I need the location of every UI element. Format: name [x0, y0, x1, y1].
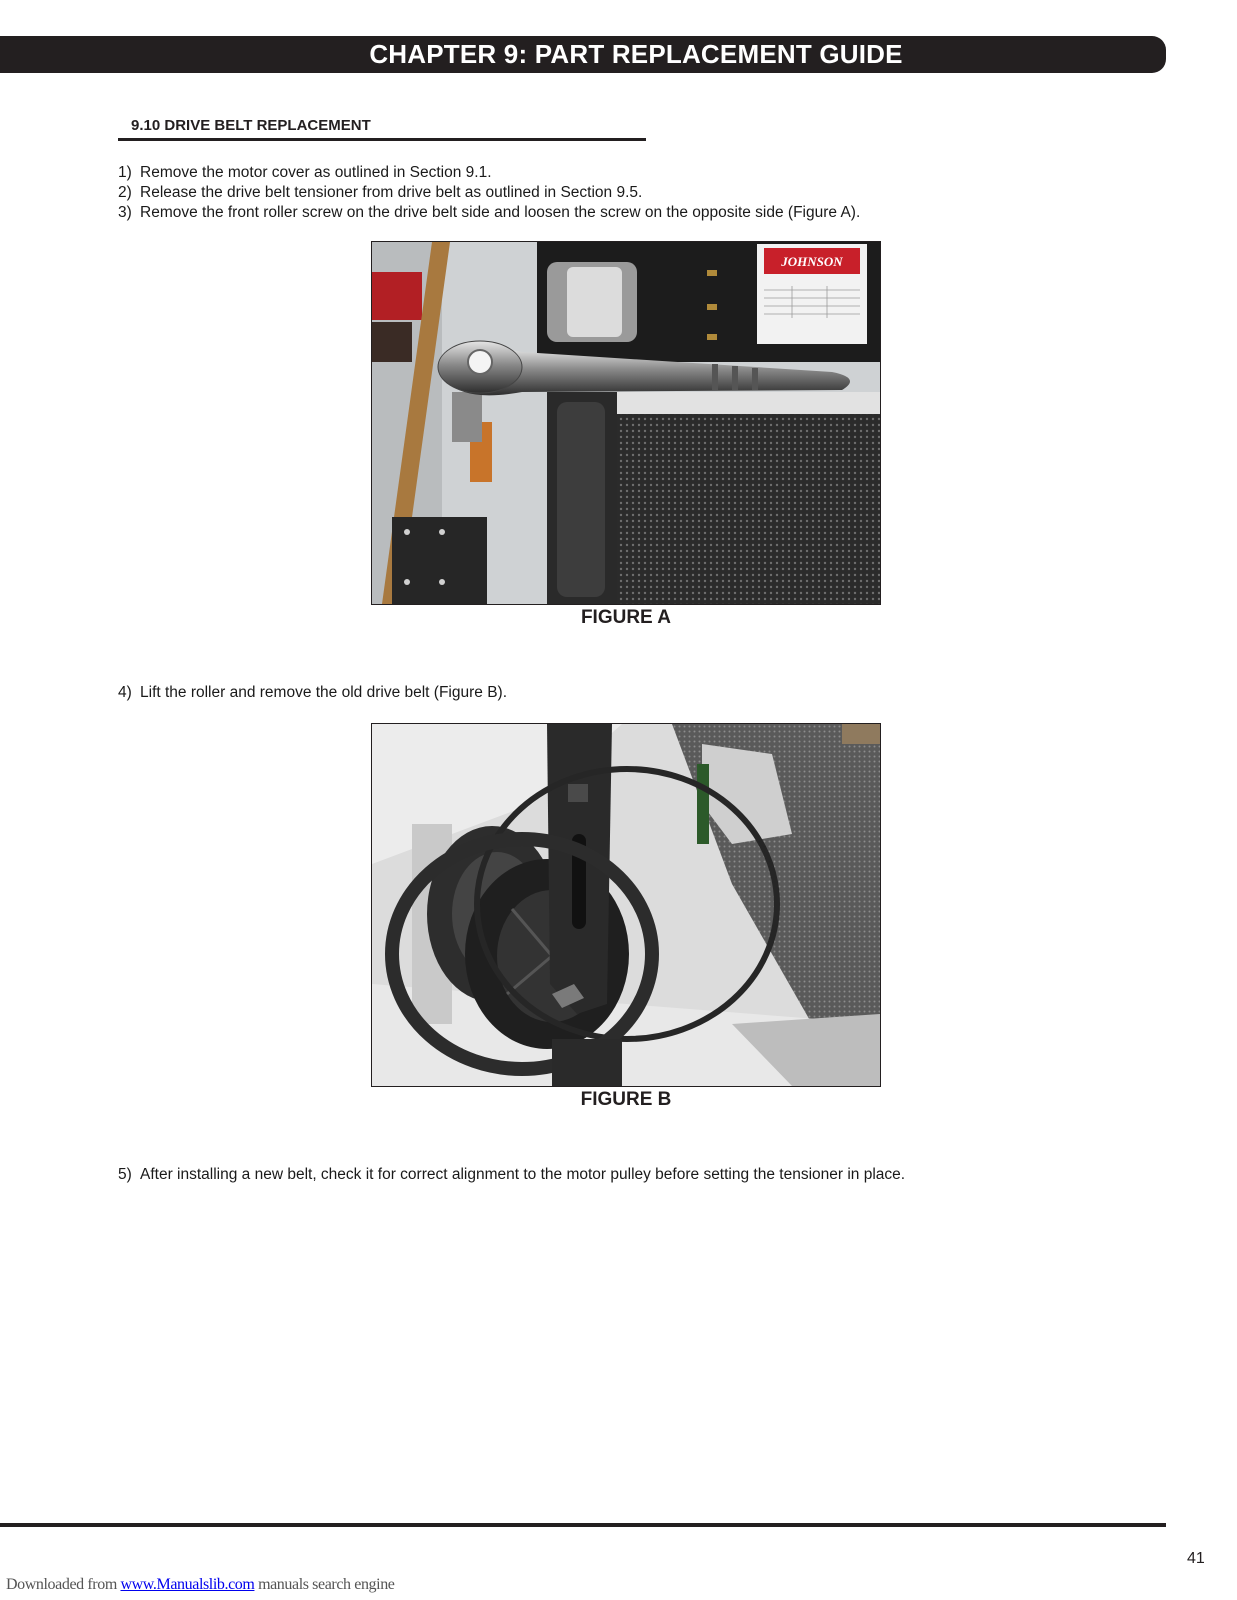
section-heading: 9.10 DRIVE BELT REPLACEMENT [131, 117, 371, 134]
step-5: 5) After installing a new belt, check it for correct alignment to the motor pulley before setting the tensioner in place. [118, 1166, 906, 1183]
manualslib-link[interactable]: www.Manualslib.com [120, 1576, 255, 1593]
page-number: 41 [1187, 1550, 1205, 1567]
step-2: 2) Release the drive belt tensioner from drive belt as outlined in Section 9.5. [118, 184, 643, 201]
download-note [6, 1576, 395, 1594]
download-suffix: manuals search engine [258, 1576, 395, 1593]
figure-b-photo [371, 723, 881, 1087]
step-3: 3) Remove the front roller screw on the drive belt side and loosen the screw on the opposite side (Figure A). [118, 204, 861, 221]
motor-label-brand: JOHNSON [781, 254, 843, 269]
figure-a-caption: FIGURE A [580, 607, 672, 628]
step-4: 4) Lift the roller and remove the old drive belt (Figure B). [118, 684, 508, 701]
figure-a-photo [371, 241, 881, 605]
steps-list [118, 163, 860, 223]
download-prefix: Downloaded from [6, 1576, 117, 1593]
chapter-title: CHAPTER 9: PART REPLACEMENT GUIDE [369, 39, 903, 69]
section-underline [118, 138, 646, 141]
footer-rule [0, 1523, 1166, 1527]
step-1: 1) Remove the motor cover as outlined in Section 9.1. [118, 164, 492, 181]
figure-b-caption: FIGURE B [580, 1089, 672, 1110]
